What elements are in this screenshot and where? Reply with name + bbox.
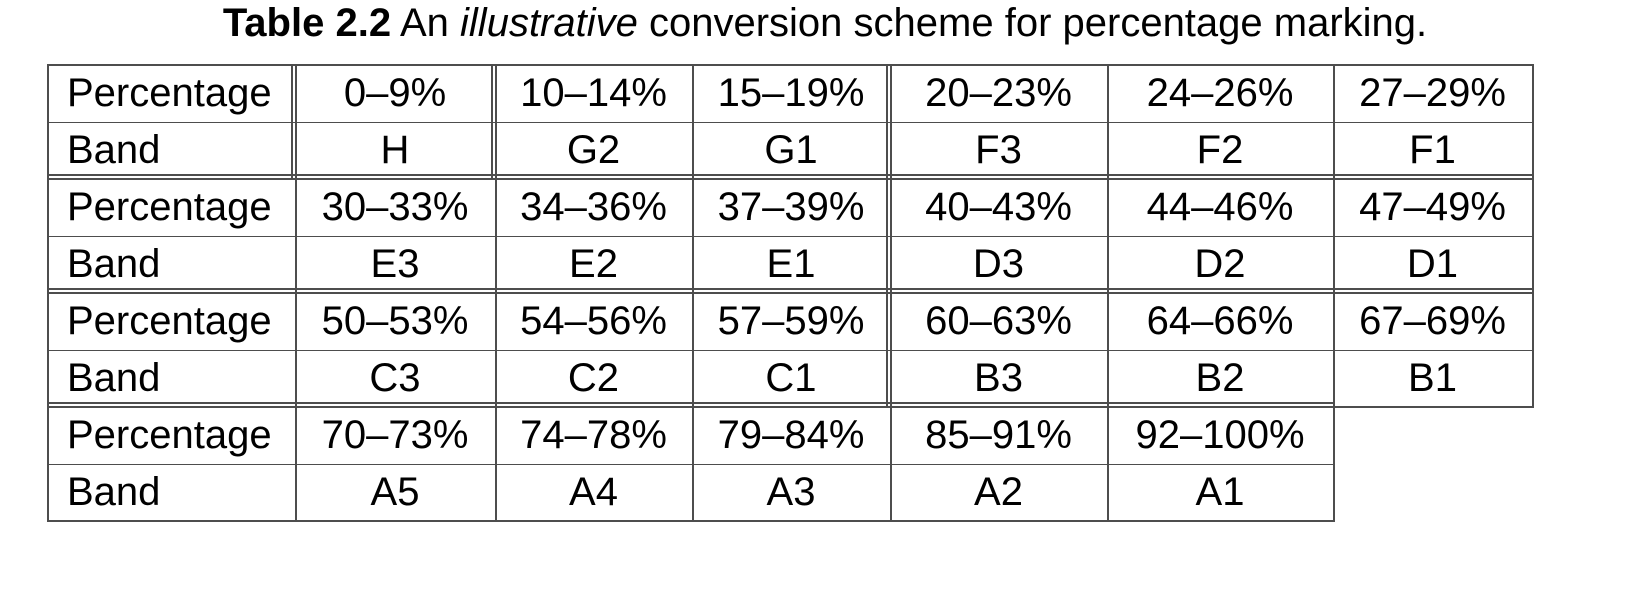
band-cell: A2 — [974, 470, 1023, 514]
table-border — [1532, 178, 1534, 294]
caption-text-start: An — [391, 1, 461, 45]
band-label: Band — [67, 470, 161, 514]
table-border — [295, 406, 297, 522]
table-border — [1333, 292, 1335, 408]
percentage-range-cell: 92–100% — [1135, 413, 1305, 457]
table-border — [47, 174, 1534, 176]
table-border — [886, 178, 888, 294]
table-border — [890, 292, 892, 408]
percentage-range-cell: 15–19% — [717, 71, 865, 115]
percentage-label: Percentage — [67, 413, 272, 457]
band-cell: A3 — [766, 470, 816, 514]
band-cell: B1 — [1408, 356, 1457, 400]
percentage-range-cell: 47–49% — [1359, 185, 1506, 229]
percentage-range-cell: 27–29% — [1359, 71, 1506, 115]
table-border — [1532, 64, 1534, 180]
band-cell: C3 — [369, 356, 421, 400]
percentage-range-cell: 30–33% — [321, 185, 469, 229]
table-border — [491, 64, 493, 180]
table-border — [1532, 292, 1534, 408]
band-cell: E2 — [569, 242, 618, 286]
percentage-range-cell: 70–73% — [321, 413, 469, 457]
table-border — [1107, 406, 1109, 522]
table-border — [47, 464, 1335, 465]
table-border — [47, 520, 1335, 522]
percentage-range-cell: 60–63% — [925, 299, 1072, 343]
percentage-range-cell: 74–78% — [520, 413, 667, 457]
percentage-range-cell: 57–59% — [717, 299, 865, 343]
percentage-range-cell: 64–66% — [1146, 299, 1294, 343]
band-label: Band — [67, 128, 161, 172]
percentage-range-cell: 40–43% — [925, 185, 1072, 229]
band-cell: F2 — [1196, 128, 1244, 172]
band-cell: F3 — [975, 128, 1022, 172]
percentage-range-cell: 44–46% — [1146, 185, 1294, 229]
table-border — [47, 406, 49, 522]
table-border — [47, 64, 1534, 66]
table-border — [890, 406, 892, 522]
band-cell: A4 — [569, 470, 618, 514]
band-cell: C2 — [567, 356, 620, 400]
table-border — [495, 292, 497, 408]
percentage-range-cell: 85–91% — [925, 413, 1072, 457]
table-border — [692, 406, 694, 522]
percentage-range-cell: 20–23% — [925, 71, 1072, 115]
band-cell: D1 — [1406, 242, 1459, 286]
table-border — [47, 64, 49, 180]
table-border — [692, 292, 694, 408]
table-border — [890, 178, 892, 294]
band-cell: F1 — [1409, 128, 1456, 172]
table-border — [692, 64, 694, 180]
table-border — [495, 64, 497, 180]
band-label: Band — [67, 356, 161, 400]
table-border — [295, 64, 297, 180]
table-border — [890, 64, 892, 180]
table-border — [1333, 178, 1335, 294]
table-border — [291, 64, 293, 180]
table-border — [495, 178, 497, 294]
band-cell: C1 — [765, 356, 817, 400]
table-caption — [0, 2, 1650, 44]
percentage-range-cell: 54–56% — [520, 299, 667, 343]
caption-text-end: conversion scheme for percentage marking. — [637, 1, 1428, 45]
table-border — [47, 178, 1534, 180]
table-border — [495, 406, 497, 522]
table-border — [1107, 64, 1109, 180]
table-border — [1107, 178, 1109, 294]
caption-italic-word: illustrative — [460, 1, 638, 45]
percentage-range-cell: 79–84% — [717, 413, 865, 457]
band-cell: E3 — [370, 242, 420, 286]
band-label: Band — [67, 242, 161, 286]
table-border — [692, 178, 694, 294]
percentage-label: Percentage — [67, 299, 272, 343]
table-border — [295, 178, 297, 294]
band-cell: D3 — [972, 242, 1025, 286]
band-cell: A5 — [370, 470, 420, 514]
percentage-range-cell: 50–53% — [321, 299, 469, 343]
table-border — [47, 236, 1534, 237]
table-border — [47, 122, 1534, 123]
percentage-range-cell: 10–14% — [520, 71, 667, 115]
percentage-label: Percentage — [67, 71, 272, 115]
percentage-range-cell: 67–69% — [1359, 299, 1506, 343]
band-cell: H — [380, 128, 410, 172]
percentage-range-cell: 24–26% — [1146, 71, 1294, 115]
table-border — [886, 292, 888, 408]
table-border — [47, 288, 1534, 290]
caption-label: Table 2.2 — [222, 1, 392, 45]
percentage-range-cell: 0–9% — [343, 71, 447, 115]
band-cell: A1 — [1195, 470, 1245, 514]
band-cell: D2 — [1194, 242, 1246, 286]
band-cell: E1 — [766, 242, 816, 286]
table-border — [1107, 292, 1109, 408]
band-cell: B2 — [1195, 356, 1245, 400]
table-border — [47, 292, 49, 408]
band-cell: B3 — [974, 356, 1023, 400]
percentage-label: Percentage — [67, 185, 272, 229]
table-border — [47, 350, 1534, 351]
percentage-range-cell: 37–39% — [717, 185, 865, 229]
table-border — [47, 292, 1534, 294]
table-border — [47, 402, 1335, 404]
table-border — [1333, 406, 1335, 522]
table-border — [295, 292, 297, 408]
table-border — [886, 64, 888, 180]
percentage-range-cell: 34–36% — [520, 185, 667, 229]
table-border — [1333, 64, 1335, 180]
band-cell: G2 — [566, 128, 621, 172]
band-cell: G1 — [764, 128, 818, 172]
table-border — [47, 178, 49, 294]
table-border — [47, 406, 1335, 408]
